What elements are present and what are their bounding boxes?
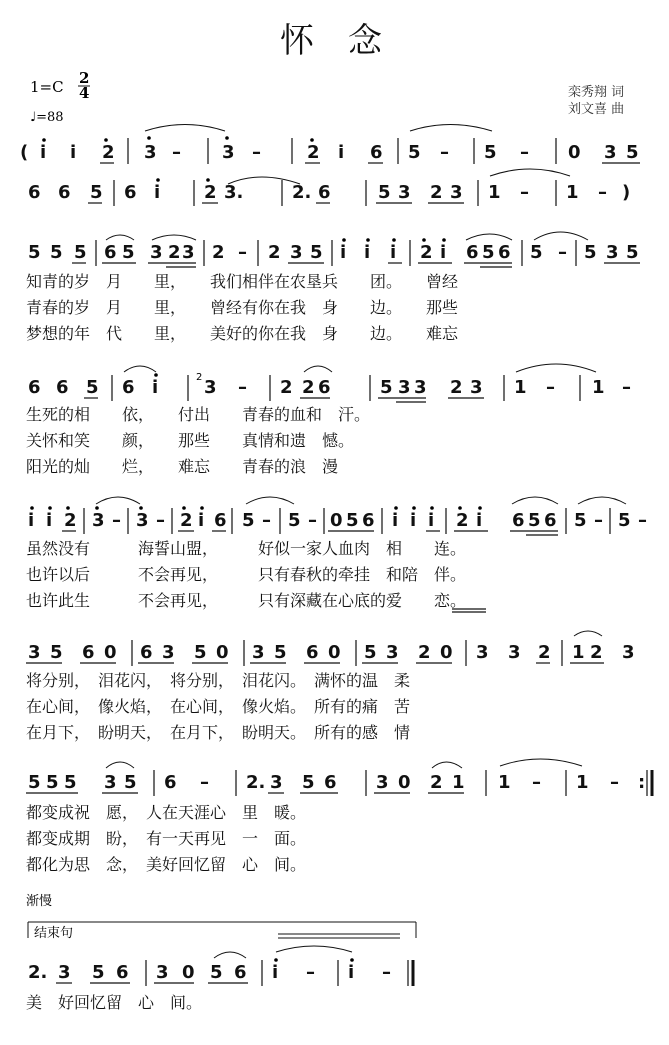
svg-text:3: 3 (622, 642, 635, 663)
svg-text:6: 6 (58, 182, 71, 203)
svg-text:0: 0 (328, 642, 341, 663)
svg-text:6: 6 (362, 510, 375, 531)
svg-text:3: 3 (182, 242, 195, 263)
svg-text:5: 5 (92, 962, 105, 983)
svg-text:i: i (348, 962, 355, 983)
svg-text:5: 5 (64, 772, 77, 793)
svg-text:–: – (262, 510, 271, 531)
svg-text:3: 3 (252, 642, 265, 663)
svg-text:6: 6 (82, 642, 95, 663)
svg-text:2: 2 (418, 642, 431, 663)
svg-text:3: 3 (376, 772, 389, 793)
lyric-line: 青春的岁 月 里， 曾经有你在我 身 边。 那些 (26, 298, 459, 317)
svg-text:i: i (340, 242, 347, 263)
svg-text:1: 1 (488, 182, 501, 203)
svg-text:2: 2 (204, 182, 217, 203)
svg-text:5: 5 (310, 242, 323, 263)
svg-text:–: – (440, 142, 449, 163)
svg-text:6: 6 (214, 510, 227, 531)
svg-text:0: 0 (104, 642, 117, 663)
svg-text:–: – (598, 182, 607, 203)
tempo-change-marking: 渐慢 (26, 894, 53, 909)
lyric-line: 将分别， 泪花闪， 将分别， 泪花闪。 满怀的温 柔 (26, 671, 411, 690)
system-5-notes (28, 497, 647, 535)
svg-text:5: 5 (584, 242, 597, 263)
svg-text:5: 5 (50, 242, 63, 263)
svg-text:2: 2 (280, 377, 293, 398)
svg-text:6: 6 (306, 642, 319, 663)
lyric-line: 都变成期 盼， 有一天再见 一 面。 (26, 829, 307, 848)
svg-text:3: 3 (150, 242, 163, 263)
system-7-lyrics (26, 803, 306, 874)
svg-text:0: 0 (568, 142, 581, 163)
lyric-line: 在心间， 像火焰， 在心间， 像火焰。 所有的痛 苦 (26, 697, 411, 716)
svg-text:3: 3 (398, 182, 411, 203)
system-2-notes (28, 169, 630, 206)
svg-text:1: 1 (572, 642, 585, 663)
time-signature-top: 2 (79, 69, 90, 87)
svg-text:5: 5 (50, 642, 63, 663)
svg-text:3: 3 (470, 377, 483, 398)
svg-text:1: 1 (514, 377, 527, 398)
svg-text:6: 6 (498, 242, 511, 263)
svg-text:i: i (152, 377, 159, 398)
lyric-line: 都变成祝 愿， 人在天涯心 里 暖。 (26, 803, 307, 822)
svg-text:6: 6 (164, 772, 177, 793)
svg-text:i: i (46, 510, 53, 531)
svg-text:5: 5 (274, 642, 287, 663)
svg-text:2: 2 (302, 377, 315, 398)
svg-text:5: 5 (46, 772, 59, 793)
lyricist-credit: 栾秀翔 词 (568, 85, 625, 100)
svg-text:–: – (622, 377, 631, 398)
svg-text:3: 3 (104, 772, 117, 793)
svg-text:3: 3 (156, 962, 169, 983)
svg-text:2.: 2. (28, 962, 48, 983)
svg-text:3: 3 (606, 242, 619, 263)
svg-text:6: 6 (104, 242, 117, 263)
svg-text:5: 5 (28, 242, 41, 263)
svg-text:2: 2 (196, 372, 203, 383)
svg-text:6: 6 (318, 377, 331, 398)
svg-text:6: 6 (370, 142, 383, 163)
svg-text:5: 5 (90, 182, 103, 203)
lyric-line: 生死的相 依， 付出 青春的血和 汗。 (26, 405, 371, 424)
svg-text:6: 6 (466, 242, 479, 263)
svg-text:3: 3 (58, 962, 71, 983)
time-signature-bottom: 4 (79, 84, 90, 102)
svg-text:): ) (622, 182, 631, 203)
svg-text:6: 6 (324, 772, 337, 793)
svg-text:i: i (392, 510, 399, 531)
svg-text:3: 3 (92, 510, 105, 531)
svg-text:3: 3 (290, 242, 303, 263)
svg-text:–: – (382, 962, 391, 983)
system-3-lyrics (26, 272, 459, 343)
svg-text:5: 5 (86, 377, 99, 398)
svg-text:2: 2 (538, 642, 551, 663)
svg-text:5: 5 (364, 642, 377, 663)
system-5-lyrics (26, 539, 486, 612)
lyric-line: 美 好回忆留 心 间。 (26, 993, 203, 1012)
svg-text:6: 6 (234, 962, 247, 983)
lyric-line: 关怀和笑 颜， 那些 真情和遗 憾。 (26, 431, 355, 450)
svg-text:–: – (594, 510, 603, 531)
svg-text:3: 3 (476, 642, 489, 663)
svg-text:–: – (308, 510, 317, 531)
svg-text:6: 6 (512, 510, 525, 531)
svg-text:–: – (172, 142, 181, 163)
lyric-line: 也许以后 不会再见， 只有春秋的牵挂 和陪 伴。 (26, 565, 467, 584)
svg-text:3: 3 (508, 642, 521, 663)
svg-text:1: 1 (592, 377, 605, 398)
svg-text:i: i (198, 510, 205, 531)
svg-text:i: i (428, 510, 435, 531)
ending-label: 结束句 (34, 926, 74, 941)
svg-text:1: 1 (576, 772, 589, 793)
lyric-line: 知青的岁 月 里， 我们相伴在农垦兵 团。 曾经 (26, 272, 459, 291)
svg-text:0: 0 (330, 510, 343, 531)
svg-text:–: – (238, 242, 247, 263)
svg-text::: : (638, 772, 646, 793)
svg-text:–: – (520, 182, 529, 203)
tempo-marking: ♩=88 (30, 110, 64, 125)
svg-text:0: 0 (398, 772, 411, 793)
svg-text:–: – (306, 962, 315, 983)
svg-text:5: 5 (626, 142, 639, 163)
svg-text:–: – (610, 772, 619, 793)
svg-text:2: 2 (180, 510, 193, 531)
svg-text:5: 5 (408, 142, 421, 163)
svg-text:–: – (156, 510, 165, 531)
lyric-line: 梦想的年 代 里， 美好的你在我 身 边。 难忘 (26, 324, 459, 343)
system-8-lyrics (26, 993, 202, 1012)
svg-text:6: 6 (140, 642, 153, 663)
svg-text:5: 5 (346, 510, 359, 531)
svg-text:3: 3 (398, 377, 411, 398)
svg-text:5: 5 (618, 510, 631, 531)
svg-text:2: 2 (307, 142, 320, 163)
svg-text:6: 6 (28, 377, 41, 398)
svg-text:6: 6 (544, 510, 557, 531)
svg-text:2: 2 (168, 242, 181, 263)
svg-text:3: 3 (204, 377, 217, 398)
svg-text:3: 3 (270, 772, 283, 793)
svg-text:i: i (338, 142, 345, 163)
ending-bracket (28, 922, 416, 941)
lyric-line: 都化为思 念， 美好回忆留 心 间。 (26, 855, 307, 874)
svg-text:6: 6 (56, 377, 69, 398)
composer-credit: 刘文喜 曲 (568, 102, 625, 117)
svg-text:0: 0 (440, 642, 453, 663)
svg-text:–: – (558, 242, 567, 263)
svg-text:0: 0 (182, 962, 195, 983)
svg-text:3: 3 (136, 510, 149, 531)
svg-text:–: – (252, 142, 261, 163)
svg-text:i: i (440, 242, 447, 263)
svg-text:(: ( (20, 142, 29, 163)
svg-text:5: 5 (194, 642, 207, 663)
svg-text:–: – (112, 510, 121, 531)
svg-text:i: i (70, 142, 77, 163)
svg-text:3: 3 (222, 142, 235, 163)
svg-text:5: 5 (288, 510, 301, 531)
svg-text:5: 5 (124, 772, 137, 793)
svg-text:2: 2 (430, 182, 443, 203)
system-8-notes (28, 946, 413, 986)
svg-text:–: – (532, 772, 541, 793)
svg-text:–: – (200, 772, 209, 793)
svg-text:5: 5 (122, 242, 135, 263)
svg-text:5: 5 (626, 242, 639, 263)
svg-text:i: i (364, 242, 371, 263)
svg-text:3: 3 (450, 182, 463, 203)
svg-text:3: 3 (28, 642, 41, 663)
lyric-line: 也许此生 不会再见， 只有深藏在心底的爱 恋。 (26, 591, 467, 610)
svg-text:3: 3 (386, 642, 399, 663)
svg-text:3: 3 (162, 642, 175, 663)
svg-text:5: 5 (210, 962, 223, 983)
svg-text:6: 6 (28, 182, 41, 203)
svg-text:6: 6 (124, 182, 137, 203)
svg-text:i: i (272, 962, 279, 983)
svg-text:5: 5 (74, 242, 87, 263)
svg-text:2: 2 (420, 242, 433, 263)
svg-text:5: 5 (484, 142, 497, 163)
svg-text:5: 5 (302, 772, 315, 793)
svg-text:–: – (638, 510, 647, 531)
svg-text:5: 5 (574, 510, 587, 531)
svg-text:–: – (546, 377, 555, 398)
lyric-line: 在月下， 盼明天， 在月下， 盼明天。 所有的感 情 (26, 723, 411, 742)
svg-text:i: i (40, 142, 47, 163)
system-4-lyrics (26, 405, 370, 476)
svg-text:5: 5 (530, 242, 543, 263)
svg-text:2: 2 (450, 377, 463, 398)
svg-text:2: 2 (268, 242, 281, 263)
svg-text:2: 2 (430, 772, 443, 793)
svg-text:2: 2 (456, 510, 469, 531)
svg-text:6: 6 (116, 962, 129, 983)
svg-text:2.: 2. (246, 772, 266, 793)
svg-text:1: 1 (498, 772, 511, 793)
lyric-line: 阳光的灿 烂， 难忘 青春的浪 漫 (26, 457, 339, 476)
song-title: 怀 念 (280, 21, 382, 61)
svg-text:5: 5 (378, 182, 391, 203)
svg-text:i: i (410, 510, 417, 531)
svg-text:3: 3 (144, 142, 157, 163)
svg-text:i: i (390, 242, 397, 263)
svg-text:1: 1 (566, 182, 579, 203)
system-1-notes (20, 125, 640, 165)
svg-text:5: 5 (28, 772, 41, 793)
svg-text:2: 2 (64, 510, 77, 531)
svg-text:6: 6 (318, 182, 331, 203)
svg-text:–: – (520, 142, 529, 163)
svg-text:5: 5 (528, 510, 541, 531)
svg-text:2: 2 (212, 242, 225, 263)
key-signature: 1=C (30, 78, 64, 96)
system-6-lyrics (26, 671, 410, 742)
lyric-line: 虽然没有 海誓山盟， 好似一家人血肉 相 连。 (26, 539, 467, 558)
svg-text:1: 1 (452, 772, 465, 793)
svg-text:i: i (154, 182, 161, 203)
svg-text:2: 2 (590, 642, 603, 663)
svg-text:i: i (28, 510, 35, 531)
system-4-notes (28, 364, 631, 402)
svg-text:0: 0 (216, 642, 229, 663)
svg-text:5: 5 (380, 377, 393, 398)
system-7-notes (26, 759, 652, 796)
svg-text:–: – (238, 377, 247, 398)
svg-text:5: 5 (242, 510, 255, 531)
svg-text:5: 5 (482, 242, 495, 263)
svg-text:3: 3 (414, 377, 427, 398)
svg-text:3.: 3. (224, 182, 244, 203)
system-3-notes (28, 232, 640, 267)
svg-text:2.: 2. (292, 182, 312, 203)
svg-text:2: 2 (102, 142, 115, 163)
svg-text:i: i (476, 510, 483, 531)
svg-text:6: 6 (122, 377, 135, 398)
svg-text:3: 3 (604, 142, 617, 163)
system-6-notes (26, 631, 635, 666)
